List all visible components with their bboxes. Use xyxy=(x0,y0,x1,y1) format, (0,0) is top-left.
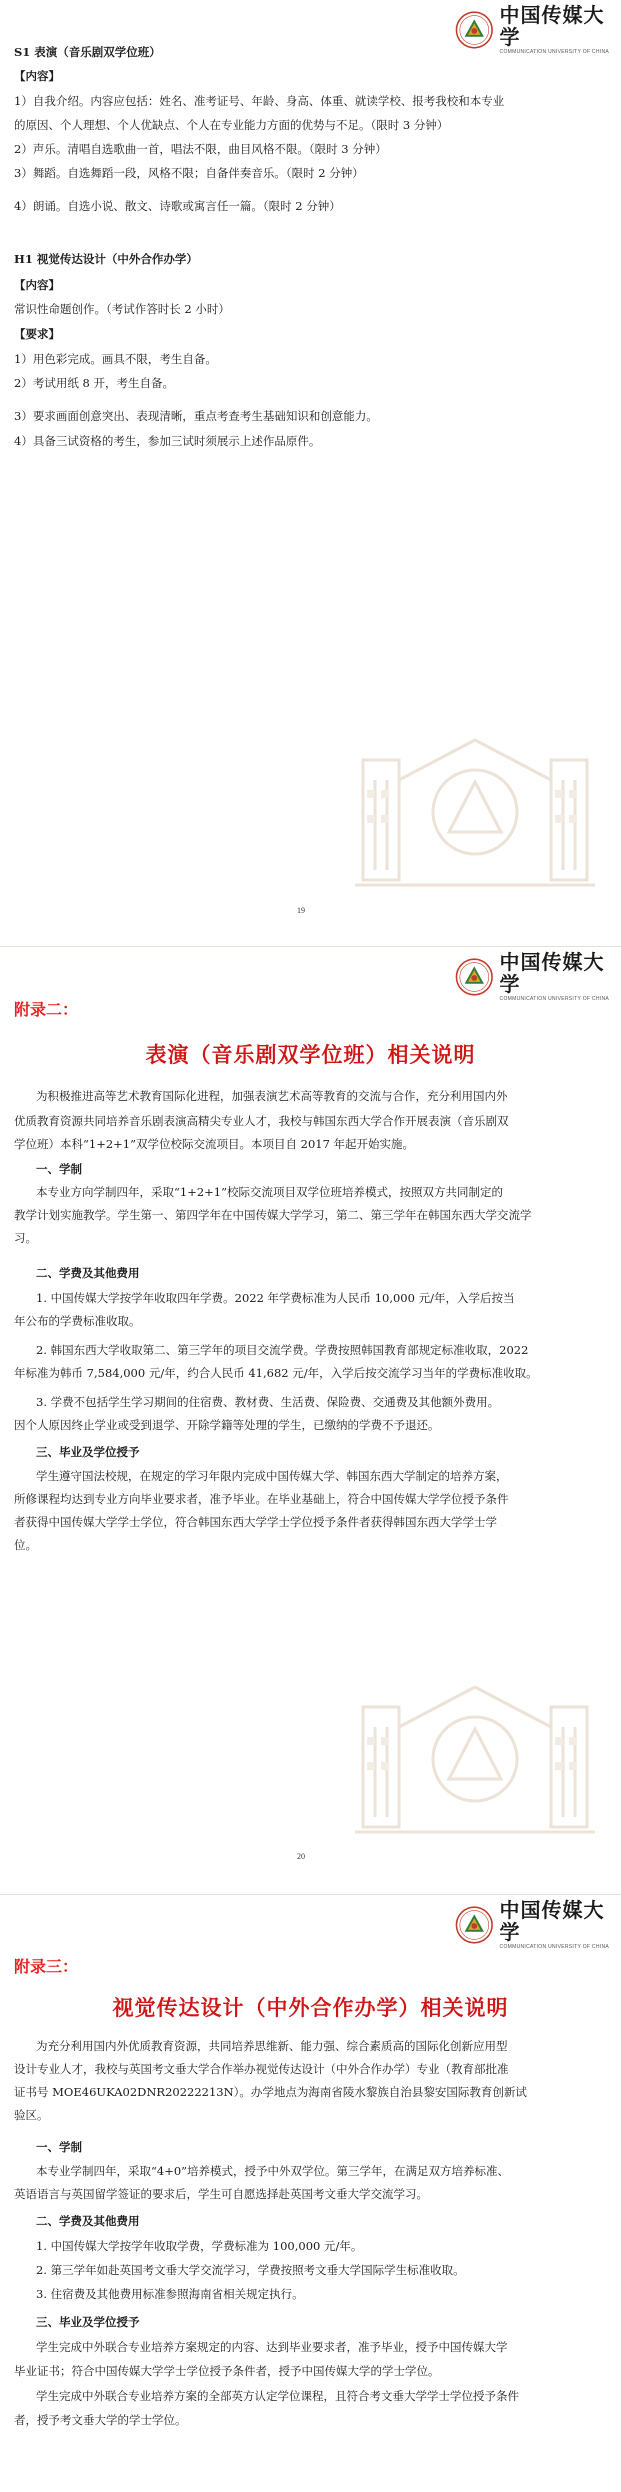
university-name-cn: 中国传媒大学 xyxy=(499,1898,605,1944)
h1-req: 2）考试用纸 8 开，考生自备。 xyxy=(14,376,174,390)
h1-content: 常识性命题创作。（考试作答时长 2 小时） xyxy=(14,302,230,316)
page-title: 表演（音乐剧双学位班）相关说明 xyxy=(145,1042,476,1067)
section-line: 学生完成中外联合专业培养方案规定的内容、达到毕业要求者，准予毕业，授予中国传媒大学 xyxy=(36,2340,508,2354)
university-logo xyxy=(455,1899,621,1951)
intro-line: 验区。 xyxy=(14,2108,49,2122)
section-line: 英语语言与英国留学签证的要求后，学生可自愿选择赴英国考文垂大学交流学习。 xyxy=(14,2187,428,2201)
h1-content-label: 【内容】 xyxy=(14,278,60,292)
s1-content-label: 【内容】 xyxy=(14,69,60,83)
s1-item: 3）舞蹈。自选舞蹈一段，风格不限；自备伴奏音乐。（限时 2 分钟） xyxy=(14,166,364,180)
section-line: 1. 中国传媒大学按学年收取学费，学费标准为 100,000 元/年。 xyxy=(36,2239,363,2253)
university-name-en: COMMUNICATION UNIVERSITY OF CHINA xyxy=(499,49,609,55)
section-line: 教学计划实施教学。学生第一、第四学年在中国传媒大学学习，第二、第三学年在韩国东西大学交流学 xyxy=(14,1208,532,1222)
section-line: 1. 中国传媒大学按学年收取四年学费。2022 年学费标准为人民币 10,000 元/年，入学后按当 xyxy=(36,1291,515,1305)
h1-req: 3）要求画面创意突出、表现清晰，重点考查考生基础知识和创意能力。 xyxy=(14,409,378,423)
s1-item: 的原因、个人理想、个人优缺点、个人在专业能力方面的优势与不足。（限时 3 分钟） xyxy=(14,118,449,132)
intro-line: 为充分利用国内外优质教育资源，共同培养思维新、能力强、综合素质高的国际化创新应用型 xyxy=(36,2039,508,2053)
university-name-en: COMMUNICATION UNIVERSITY OF CHINA xyxy=(499,1944,609,1950)
university-emblem-icon xyxy=(455,957,494,997)
intro-line: 为积极推进高等艺术教育国际化进程，加强表演艺术高等教育的交流与合作，充分利用国内外 xyxy=(36,1089,508,1103)
intro-line: 设计专业人才，我校与英国考文垂大学合作举办视觉传达设计（中外合作办学）专业（教育部批准 xyxy=(14,2062,509,2076)
h1-title: H1 视觉传达设计（中外合作办学） xyxy=(14,252,198,266)
campus-watermark-icon xyxy=(355,1667,595,1847)
h1-req-label: 【要求】 xyxy=(14,327,60,341)
section-line: 年标准为韩币 7,584,000 元/年，约合人民币 41,682 元/年，入学后按交流学习当年的学费标准收取。 xyxy=(14,1366,538,1380)
university-name-cn: 中国传媒大学 xyxy=(499,950,605,996)
intro-line: 证书号 MOE46UKA02DNR20222213N）。办学地点为海南省陵水黎族自治县黎安国际教育创新试 xyxy=(14,2085,527,2099)
section-line: 因个人原因终止学业或受到退学、开除学籍等处理的学生，已缴纳的学费不予退还。 xyxy=(14,1418,440,1432)
appendix-label: 附录二： xyxy=(14,1000,79,1019)
s1-item: 4）朗诵。自选小说、散文、诗歌或寓言任一篇。（限时 2 分钟） xyxy=(14,199,341,213)
s1-item: 1）自我介绍。内容应包括：姓名、准考证号、年龄、身高、体重、就读学校、报考我校和本专业 xyxy=(14,94,505,108)
page-number: 20 xyxy=(297,1852,305,1861)
page-21 xyxy=(0,1895,621,2492)
university-name-cn: 中国传媒大学 xyxy=(499,3,605,49)
university-emblem-icon xyxy=(455,10,494,50)
section-line: 毕业证书；符合中国传媒大学学士学位授予条件者，授予中国传媒大学的学士学位。 xyxy=(14,2364,440,2378)
page-19 xyxy=(0,0,621,946)
h1-req: 1）用色彩完成。画具不限，考生自备。 xyxy=(14,352,217,366)
h1-req: 4）具备三试资格的考生，参加三试时须展示上述作品原件。 xyxy=(14,434,321,448)
section-heading: 二、学费及其他费用 xyxy=(36,2214,140,2228)
section-line: 学生遵守国法校规，在规定的学习年限内完成中国传媒大学、韩国东西大学制定的培养方案， xyxy=(36,1469,508,1483)
section-heading: 三、毕业及学位授予 xyxy=(36,1445,140,1459)
page-number: 19 xyxy=(297,906,305,915)
section-line: 所修课程均达到专业方向毕业要求者，准予毕业。在毕业基础上，符合中国传媒大学学位授予条件 xyxy=(14,1492,509,1506)
campus-watermark-icon xyxy=(355,720,595,900)
section-line: 本专业方向学制四年，采取“1+2+1”校际交流项目双学位班培养模式，按照双方共同制定的 xyxy=(36,1185,503,1199)
page-20 xyxy=(0,947,621,1894)
s1-item: 2）声乐。清唱自选歌曲一首，唱法不限，曲目风格不限。（限时 3 分钟） xyxy=(14,142,387,156)
section-line: 2. 第三学年如赴英国考文垂大学交流学习，学费按照考文垂大学国际学生标准收取。 xyxy=(36,2263,465,2277)
section-line: 习。 xyxy=(14,1231,37,1245)
page-title: 视觉传达设计（中外合作办学）相关说明 xyxy=(112,1995,509,2020)
section-line: 2. 韩国东西大学收取第二、第三学年的项目交流学费。学费按照韩国教育部规定标准收取，2022 xyxy=(36,1343,529,1357)
section-heading: 一、学制 xyxy=(36,2140,82,2154)
section-heading: 三、毕业及学位授予 xyxy=(36,2315,140,2329)
section-line: 本专业学制四年，采取“4+0”培养模式，授予中外双学位。第三学年，在满足双方培养标准、 xyxy=(36,2164,510,2178)
section-line: 年公布的学费标准收取。 xyxy=(14,1314,141,1328)
section-line: 3. 学费不包括学生学习期间的住宿费、教材费、生活费、保险费、交通费及其他额外费用。 xyxy=(36,1395,500,1409)
university-emblem-icon xyxy=(455,1905,494,1945)
appendix-label: 附录三： xyxy=(14,1957,79,1976)
intro-line: 学位班）本科“1+2+1”双学位校际交流项目。本项目自 2017 年起开始实施。 xyxy=(14,1137,415,1151)
section-heading: 二、学费及其他费用 xyxy=(36,1266,140,1280)
section-heading: 一、学制 xyxy=(36,1162,82,1176)
section-line: 位。 xyxy=(14,1538,37,1552)
university-name-en: COMMUNICATION UNIVERSITY OF CHINA xyxy=(499,996,609,1002)
section-line: 者，授予考文垂大学的学士学位。 xyxy=(14,2413,187,2427)
university-logo xyxy=(455,4,621,56)
section-line: 3. 住宿费及其他费用标准参照海南省相关规定执行。 xyxy=(36,2287,304,2301)
section-line: 学生完成中外联合专业培养方案的全部英方认定学位课程，且符合考文垂大学学士学位授予条件 xyxy=(36,2389,519,2403)
university-logo xyxy=(455,951,621,1003)
intro-line: 优质教育资源共同培养音乐剧表演高精尖专业人才，我校与韩国东西大学合作开展表演（音乐剧双 xyxy=(14,1114,509,1128)
section-line: 者获得中国传媒大学学士学位，符合韩国东西大学学士学位授予条件者获得韩国东西大学学士学 xyxy=(14,1515,497,1529)
s1-title: S1 表演（音乐剧双学位班） xyxy=(14,45,161,59)
